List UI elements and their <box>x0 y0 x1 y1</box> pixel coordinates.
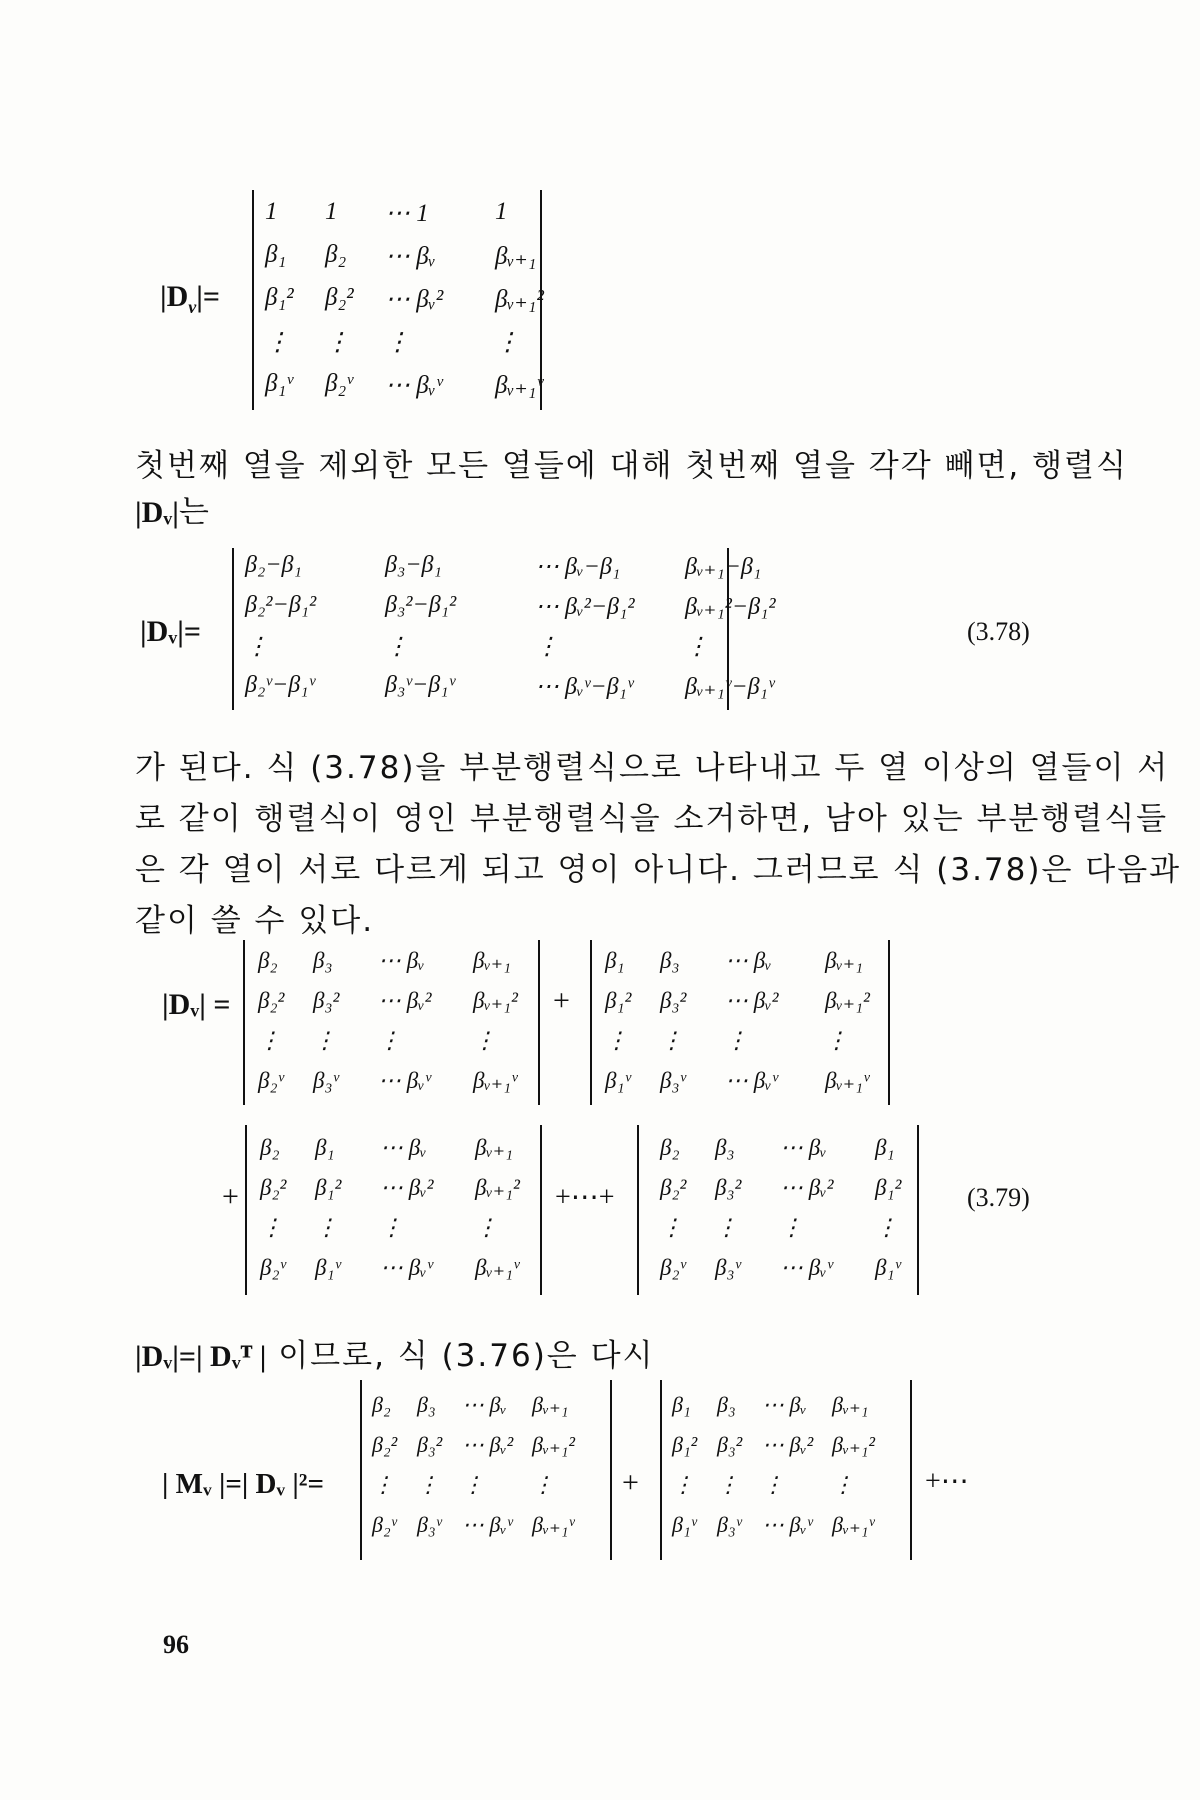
matrix-cell: β₁ᵛ <box>315 1255 341 1280</box>
matrix-cell: β₃ <box>717 1392 736 1417</box>
matrix-row <box>265 198 575 228</box>
matrix-row <box>260 1135 555 1161</box>
matrix-cell: ⋯ βᵥᵛ <box>762 1512 813 1537</box>
matrix-cell: β₂ <box>325 241 347 268</box>
matrix-cell: β₂ <box>372 1392 391 1417</box>
matrix-cell: ⋯ βᵥ² <box>762 1432 814 1457</box>
eq379-m4-left-bar <box>637 1125 639 1295</box>
matrix-cell: β₂² <box>260 1175 287 1200</box>
matrix-cell: βᵥ₊₁ᵛ <box>473 1068 518 1093</box>
matrix-cell: ⋯ βᵥᵛ <box>725 1068 779 1093</box>
matrix-row <box>260 1175 555 1201</box>
matrix-row <box>605 988 905 1014</box>
matrix-row <box>265 327 575 357</box>
matrix-cell: β₃ <box>660 948 680 973</box>
matrix-cell: β₃−β₁ <box>385 552 442 578</box>
matrix-cell: β₃ <box>715 1135 735 1160</box>
matrix-cell: ⋮ <box>313 1028 336 1053</box>
matrix-cell: ⋯ βᵥᵛ <box>780 1255 834 1280</box>
eq379-lhs: |Dᵥ| = <box>162 988 231 1021</box>
matrix-row <box>672 1512 907 1538</box>
eq379-plus-1: + <box>553 984 570 1017</box>
matrix-cell: ⋮ <box>780 1215 803 1240</box>
matrix-cell: ⋮ <box>385 634 409 660</box>
matrix-row <box>265 284 575 314</box>
matrix-cell: βᵥ₊₁ <box>832 1392 869 1417</box>
matrix-cell: ⋯ βᵥ²−β₁² <box>535 594 635 620</box>
matrix-cell: ⋯ βᵥ <box>380 1135 427 1160</box>
matrix-row <box>660 1135 920 1161</box>
matrix-cell: β₃ᵛ <box>417 1512 442 1537</box>
matrix-cell: ⋯ βᵥ² <box>462 1432 514 1457</box>
matrix-cell: 1 <box>325 198 338 225</box>
matrix-cell: ⋮ <box>725 1028 748 1053</box>
matrix-cell: βᵥ₊₁² <box>495 286 544 313</box>
matrix-cell: ⋮ <box>660 1028 683 1053</box>
matrix-cell: ⋮ <box>717 1472 739 1497</box>
matrix-cell: ⋮ <box>660 1215 683 1240</box>
matrix-cell: ⋯ βᵥᵛ <box>462 1512 513 1537</box>
matrix-cell: ⋮ <box>825 1028 848 1053</box>
matrix-row <box>605 1028 905 1054</box>
matrix-row <box>672 1392 907 1418</box>
matrix-cell: βᵥ₊₁²−β₁² <box>685 594 776 620</box>
matrix-cell: β₂² <box>258 988 285 1013</box>
eq-m-m1-right-bar <box>610 1380 612 1560</box>
matrix-cell: ⋯ βᵥᵛ <box>378 1068 432 1093</box>
matrix-cell: β₃ <box>313 948 333 973</box>
matrix-cell: ⋮ <box>535 634 559 660</box>
matrix-row <box>660 1175 920 1201</box>
matrix-cell: βᵥ₊₁² <box>825 988 870 1013</box>
matrix-cell: ⋮ <box>875 1215 898 1240</box>
matrix-cell: ⋮ <box>475 1215 498 1240</box>
matrix-cell: 1 <box>495 198 508 225</box>
matrix-cell: β₃² <box>660 988 687 1013</box>
paragraph-3-text: 이므로, 식 (3.76)은 다시 <box>266 1338 655 1374</box>
matrix-row <box>260 1255 555 1281</box>
paragraph-2-line-1: 가 된다. 식 (3.78)을 부분행렬식으로 나타내고 두 열 이상의 열들이 서 <box>135 750 1170 786</box>
matrix-cell: β₃ᵛ <box>717 1512 742 1537</box>
matrix-cell: β₂ <box>260 1135 280 1160</box>
matrix-row <box>372 1392 607 1418</box>
matrix-cell: ⋮ <box>380 1215 403 1240</box>
matrix-cell: β₁² <box>265 284 294 311</box>
matrix-cell: ⋮ <box>762 1472 784 1497</box>
matrix-cell: 1 <box>265 198 278 225</box>
matrix-cell: ⋯ βᵥ−β₁ <box>535 554 621 580</box>
matrix-cell: β₂² <box>660 1175 687 1200</box>
matrix-cell: ⋯ βᵥᵛ−β₁ᵛ <box>535 674 634 700</box>
matrix-cell: βᵥ₊₁ <box>825 948 864 973</box>
matrix-cell: ⋮ <box>245 634 269 660</box>
matrix-cell: β₁ᵛ <box>672 1512 697 1537</box>
matrix-cell: ⋯ βᵥ <box>725 948 772 973</box>
matrix-cell: β₂ᵛ−β₁ᵛ <box>245 672 316 698</box>
matrix-cell: ⋮ <box>672 1472 694 1497</box>
matrix-row <box>258 948 553 974</box>
matrix-cell: β₂ᵛ <box>660 1255 686 1280</box>
paragraph-2-line-2: 로 같이 행렬식이 영인 부분행렬식을 소거하면, 남아 있는 부분행렬식들 <box>135 801 1169 837</box>
lhs-subscript: ν <box>188 297 197 317</box>
matrix-cell: βᵥ₊₁ <box>473 948 512 973</box>
lhs-d: |D <box>160 280 189 313</box>
matrix-cell: ⋯ βᵥ <box>762 1392 807 1417</box>
matrix-cell: ⋮ <box>832 1472 854 1497</box>
paragraph-1-line-2 <box>135 486 211 531</box>
matrix-row <box>245 672 805 701</box>
matrix-cell: ⋮ <box>325 329 350 356</box>
matrix-cell: ⋮ <box>495 329 520 356</box>
matrix-cell: ⋮ <box>385 329 410 356</box>
first-matrix-lhs <box>160 280 220 318</box>
matrix-row <box>672 1432 907 1458</box>
matrix-cell: ⋯ βᵥᵛ <box>380 1255 434 1280</box>
matrix-cell: βᵥ₊₁ᵛ <box>832 1512 875 1537</box>
eq-m-lhs: | Mᵥ |=| Dᵥ |²= <box>162 1468 324 1500</box>
eq379-m2-left-bar <box>590 940 592 1105</box>
matrix-cell: β₃ᵛ <box>715 1255 741 1280</box>
eq379-plus-2: + <box>222 1180 239 1213</box>
eq-m-tail: +⋯ <box>925 1466 969 1497</box>
matrix-row <box>660 1255 920 1281</box>
paragraph-1-determinant: |Dᵥ| <box>135 496 179 529</box>
matrix-cell: ⋮ <box>605 1028 628 1053</box>
matrix-row <box>372 1512 607 1538</box>
matrix-cell: β₁ᵛ <box>265 370 294 397</box>
matrix-cell: βᵥ₊₁−β₁ <box>685 554 762 580</box>
first-matrix-left-bar <box>252 190 254 410</box>
matrix-cell: β₁ <box>605 948 625 973</box>
matrix-cell: βᵥ₊₁ᵛ <box>532 1512 575 1537</box>
eq-m-m2-left-bar <box>660 1380 662 1560</box>
paragraph-3 <box>135 1330 654 1375</box>
matrix-row <box>260 1215 555 1241</box>
eq378-left-bar <box>232 548 234 710</box>
matrix-row <box>258 1028 553 1054</box>
eq378-lhs: |Dᵥ|= <box>140 615 201 648</box>
matrix-cell: β₃ᵛ <box>313 1068 339 1093</box>
matrix-cell: ⋮ <box>532 1472 554 1497</box>
paragraph-1-line-1: 첫번째 열을 제외한 모든 열들에 대해 첫번째 열을 각각 빼면, 행렬식 <box>135 448 1128 484</box>
matrix-cell: ⋯ βᵥ <box>385 243 436 270</box>
matrix-cell: ⋯ βᵥ² <box>780 1175 834 1200</box>
matrix-cell: ⋮ <box>473 1028 496 1053</box>
lhs-end: |= <box>196 280 220 313</box>
matrix-cell: β₁² <box>605 988 632 1013</box>
matrix-cell: βᵥ₊₁ <box>495 243 537 270</box>
eq379-m3-left-bar <box>245 1125 247 1295</box>
eq378-label: (3.78) <box>967 617 1030 646</box>
matrix-cell: βᵥ₊₁² <box>532 1432 575 1457</box>
matrix-cell: ⋮ <box>260 1215 283 1240</box>
eq379-label: (3.79) <box>967 1183 1030 1212</box>
matrix-cell: β₃²−β₁² <box>385 592 457 618</box>
matrix-cell: β₃ᵛ−β₁ᵛ <box>385 672 456 698</box>
matrix-cell: βᵥ₊₁² <box>473 988 518 1013</box>
matrix-cell: β₂ᵛ <box>258 1068 284 1093</box>
matrix-cell: β₂−β₁ <box>245 552 302 578</box>
matrix-row <box>660 1215 920 1241</box>
matrix-row <box>372 1432 607 1458</box>
paragraph-2-line-3: 은 각 열이 서로 다르게 되고 영이 아니다. 그러므로 식 (3.78)은 다음과 <box>135 852 1182 888</box>
paragraph-3-math: |Dᵥ|=| Dᵥᵀ | <box>135 1340 267 1373</box>
matrix-cell: β₁² <box>672 1432 698 1457</box>
matrix-cell: ⋯ βᵥ² <box>725 988 779 1013</box>
matrix-cell: βᵥ₊₁² <box>475 1175 520 1200</box>
matrix-cell: ⋮ <box>378 1028 401 1053</box>
matrix-cell: β₃² <box>313 988 340 1013</box>
matrix-cell: β₁² <box>875 1175 902 1200</box>
matrix-cell: β₃ᵛ <box>660 1068 686 1093</box>
matrix-cell: β₂ <box>258 948 278 973</box>
matrix-cell: ⋯ βᵥ² <box>385 286 444 313</box>
page-number: 96 <box>163 1630 189 1659</box>
matrix-cell: ⋯ βᵥ <box>378 948 425 973</box>
eq-m-m2-right-bar <box>910 1380 912 1560</box>
matrix-cell: ⋯ βᵥᵛ <box>385 372 443 399</box>
eq379-plus-dots: +⋯+ <box>555 1182 615 1213</box>
matrix-cell: β₁ <box>672 1392 691 1417</box>
matrix-row <box>258 1068 553 1094</box>
matrix-cell: βᵥ₊₁ <box>532 1392 569 1417</box>
matrix-cell: βᵥ₊₁ᵛ <box>825 1068 870 1093</box>
matrix-cell: β₂² <box>372 1432 398 1457</box>
paragraph-1-suffix: 는 <box>178 494 211 530</box>
matrix-cell: βᵥ₊₁ᵛ <box>475 1255 520 1280</box>
matrix-cell: βᵥ₊₁² <box>832 1432 875 1457</box>
matrix-cell: β₁ <box>315 1135 335 1160</box>
matrix-cell: β₃² <box>715 1175 742 1200</box>
matrix-cell: β₁ <box>875 1135 895 1160</box>
matrix-row <box>245 632 805 661</box>
matrix-row <box>605 948 905 974</box>
matrix-row <box>672 1472 907 1498</box>
eq-m-m1-left-bar <box>360 1380 362 1560</box>
matrix-cell: β₁² <box>315 1175 342 1200</box>
matrix-row <box>265 241 575 271</box>
matrix-cell: βᵥ₊₁ᵛ−β₁ᵛ <box>685 674 775 700</box>
matrix-cell: ⋮ <box>265 329 290 356</box>
matrix-cell: ⋯ βᵥ <box>462 1392 507 1417</box>
eq379-m1-left-bar <box>243 940 245 1105</box>
eq-m-plus: + <box>622 1466 639 1499</box>
matrix-cell: β₃ <box>417 1392 436 1417</box>
matrix-cell: ⋮ <box>258 1028 281 1053</box>
matrix-row <box>265 370 575 400</box>
matrix-cell: ⋯ 1 <box>385 200 429 227</box>
matrix-row <box>372 1472 607 1498</box>
matrix-row <box>245 552 805 581</box>
paragraph-2-line-4: 같이 쓸 수 있다. <box>135 903 375 939</box>
matrix-cell: β₂²−β₁² <box>245 592 317 618</box>
matrix-cell: ⋮ <box>715 1215 738 1240</box>
matrix-cell: ⋮ <box>315 1215 338 1240</box>
matrix-cell: ⋯ βᵥ² <box>380 1175 434 1200</box>
matrix-cell: β₂² <box>325 284 354 311</box>
matrix-cell: ⋯ βᵥ² <box>378 988 432 1013</box>
matrix-cell: β₁ <box>265 241 287 268</box>
matrix-cell: ⋮ <box>417 1472 439 1497</box>
matrix-cell: β₁ᵛ <box>605 1068 631 1093</box>
matrix-cell: ⋯ βᵥ <box>780 1135 827 1160</box>
matrix-cell: β₂ᵛ <box>372 1512 397 1537</box>
matrix-cell: βᵥ₊₁ <box>475 1135 514 1160</box>
matrix-cell: ⋮ <box>372 1472 394 1497</box>
matrix-row <box>245 592 805 621</box>
matrix-cell: β₃² <box>417 1432 443 1457</box>
matrix-cell: β₂ <box>660 1135 680 1160</box>
matrix-row <box>605 1068 905 1094</box>
matrix-cell: β₃² <box>717 1432 743 1457</box>
matrix-cell: β₂ᵛ <box>325 370 354 397</box>
matrix-cell: ⋮ <box>462 1472 484 1497</box>
matrix-cell: β₂ᵛ <box>260 1255 286 1280</box>
matrix-cell: β₁ᵛ <box>875 1255 901 1280</box>
matrix-cell: ⋮ <box>685 634 709 660</box>
matrix-cell: βᵥ₊₁ᵛ <box>495 372 544 399</box>
matrix-row <box>258 988 553 1014</box>
